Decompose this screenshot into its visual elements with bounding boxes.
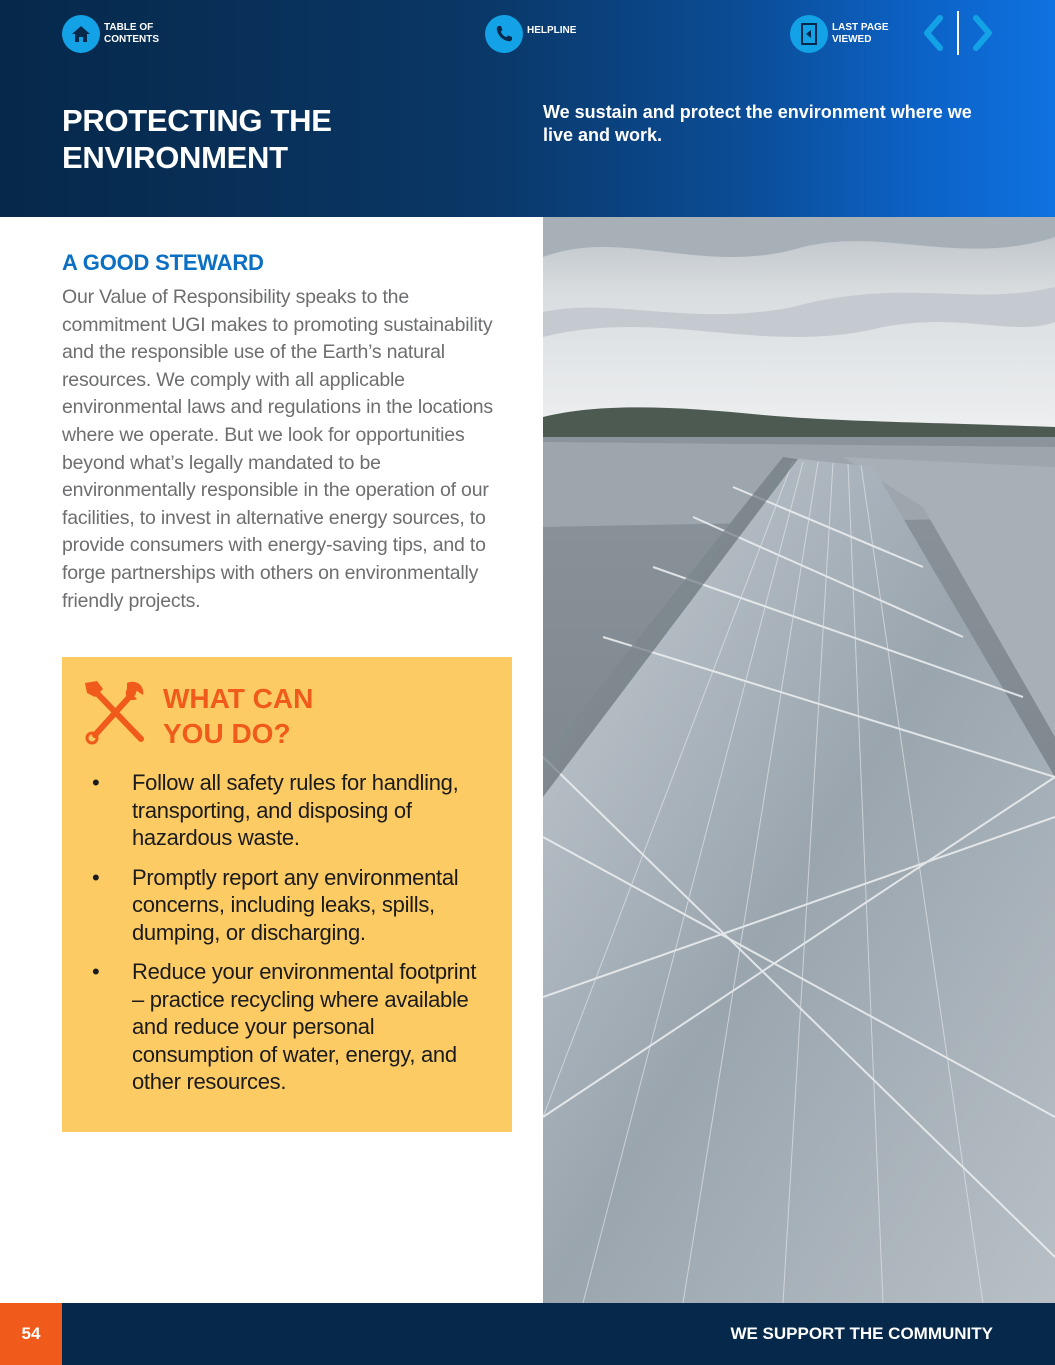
page-footer	[0, 1303, 1055, 1365]
section-heading: A GOOD STEWARD	[62, 250, 264, 275]
list-item-text: Follow all safety rules for handling, transporting, and disposing of hazardous waste.	[132, 770, 459, 850]
bullet: •	[92, 864, 100, 890]
table-of-contents-link[interactable]	[62, 15, 184, 53]
what-can-you-do-box	[62, 657, 512, 1132]
action-heading-line2: YOU DO?	[163, 718, 291, 749]
last-page-icon	[790, 15, 828, 53]
page-header	[0, 0, 1055, 217]
page-intro: We sustain and protect the environment where we live and work.	[543, 102, 972, 145]
footer-section-name: WE SUPPORT THE COMMUNITY	[730, 1324, 993, 1343]
list-item	[92, 769, 492, 852]
list-item	[92, 864, 492, 947]
helpline-link[interactable]	[485, 15, 607, 53]
toc-label: TABLE OF CONTENTS	[104, 22, 159, 45]
list-item-text: Promptly report any environmental concerns, including leaks, spills, dumping, or discharging.	[132, 864, 459, 945]
home-icon	[62, 15, 100, 53]
tools-icon	[83, 679, 149, 745]
action-heading-line1: WHAT CAN	[163, 683, 314, 714]
phone-icon	[485, 15, 523, 53]
last-page-viewed-link[interactable]	[790, 15, 912, 53]
bullet: •	[92, 959, 100, 984]
solar-panels-photo	[543, 217, 1055, 1303]
chevron-right-icon[interactable]	[970, 14, 996, 52]
body-paragraph: Our Value of Responsibility speaks to the commitment UGI makes to promoting sustainability and the responsible use of the Earth’s natural resources. We comply with all applicable environmental laws and regulations in the locations where we operate. But we look for opportunities beyond what’s legally mandated to be environmentally responsible in the operation of our facilities, to invest in alternative energy sources, to provide consumers with energy-saving tips, and to forge partnerships with others on environmentally friendly projects.	[62, 286, 493, 612]
last-page-label: LAST PAGE VIEWED	[832, 22, 889, 45]
page-title: PROTECTING THE ENVIRONMENT	[62, 103, 332, 175]
list-item-text: Reduce your environmental footprint – practice recycling where available and reduce your personal consumption of water, energy, and other resources.	[132, 959, 477, 1094]
action-heading	[163, 681, 463, 751]
helpline-label: HELPLINE	[527, 25, 577, 36]
action-list	[92, 769, 492, 1108]
nav-divider	[957, 11, 959, 55]
page-number: 54	[0, 1303, 62, 1365]
chevron-left-icon[interactable]	[920, 14, 946, 52]
list-item	[92, 958, 492, 1096]
bullet: •	[92, 770, 100, 795]
